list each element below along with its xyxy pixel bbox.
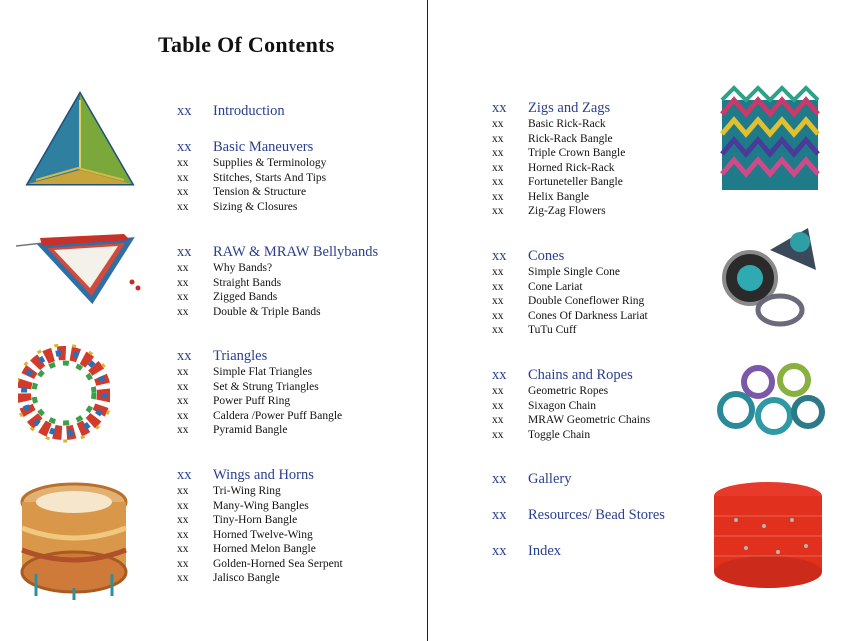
toc-section-bellybands[interactable] bbox=[177, 244, 378, 319]
page-number: xx bbox=[492, 100, 507, 116]
toc-section-wings-horns[interactable] bbox=[177, 467, 343, 586]
toc-item: xx Double Coneflower Ring bbox=[492, 295, 645, 307]
toc-item: xx Many-Wing Bangles bbox=[177, 499, 309, 512]
section-title[interactable]: Cones bbox=[528, 248, 565, 264]
page-number: xx bbox=[177, 103, 192, 119]
star-ring-bangle-image bbox=[18, 336, 110, 450]
toc-item: xx Zigged Bands bbox=[177, 291, 278, 303]
toc-item: xx Horned Rick-Rack bbox=[492, 161, 615, 174]
beaded-pyramid-image bbox=[24, 90, 136, 190]
red-spiked-cuff-image bbox=[706, 476, 830, 592]
page-number: xx bbox=[177, 467, 192, 483]
toc-item: xx Horned Melon Bangle bbox=[177, 543, 316, 555]
toc-item: xx Basic Rick-Rack bbox=[492, 118, 606, 130]
toc-item: xx Helix Bangle bbox=[492, 190, 589, 203]
toc-item: xx Set & Strung Triangles bbox=[177, 380, 319, 393]
toc-item: xx Rick-Rack Bangle bbox=[492, 132, 613, 145]
page-number: xx bbox=[177, 244, 192, 260]
toc-item: xx Triple Crown Bangle bbox=[492, 147, 626, 159]
toc-section-chains-ropes[interactable] bbox=[492, 367, 650, 442]
toc-item: xx Pyramid Bangle bbox=[177, 424, 288, 436]
toc-item: xx Why Bands? bbox=[177, 262, 273, 274]
toc-item: xx Tiny-Horn Bangle bbox=[177, 514, 298, 526]
beaded-triangle-band-image bbox=[12, 216, 147, 304]
toc-item: xx Tension & Structure bbox=[177, 186, 307, 198]
toc-item: xx Simple Flat Triangles bbox=[177, 366, 313, 378]
page-number: xx bbox=[177, 139, 192, 155]
page-number: xx bbox=[177, 348, 192, 364]
toc-item: xx Caldera /Power Puff Bangle bbox=[177, 409, 343, 422]
toc-item: xx Fortuneteller Bangle bbox=[492, 176, 623, 188]
toc-item: xx Sixagon Chain bbox=[492, 399, 597, 412]
toc-item: xx Simple Single Cone bbox=[492, 266, 620, 278]
toc-item: xx Power Puff Ring bbox=[177, 395, 291, 407]
section-title[interactable]: Triangles bbox=[213, 348, 268, 364]
section-title[interactable]: Gallery bbox=[528, 471, 572, 487]
page-number: xx bbox=[492, 507, 507, 523]
section-title[interactable]: Index bbox=[528, 543, 562, 559]
section-title[interactable]: Wings and Horns bbox=[213, 467, 314, 483]
section-title[interactable]: Resources/ Bead Stores bbox=[528, 507, 665, 523]
toc-item: xx Stitches, Starts And Tips bbox=[177, 171, 327, 184]
section-title[interactable]: Introduction bbox=[213, 103, 285, 119]
toc-item: xx Supplies & Terminology bbox=[177, 157, 327, 169]
toc-section-gallery[interactable] bbox=[492, 471, 571, 488]
page-number: xx bbox=[492, 471, 507, 487]
toc-item: xx Cones Of Darkness Lariat bbox=[492, 309, 648, 322]
page-divider bbox=[427, 0, 428, 641]
toc-item: xx Straight Bands bbox=[177, 276, 282, 289]
toc-item: xx Golden-Horned Sea Serpent bbox=[177, 557, 343, 570]
toc-item: xx Geometric Ropes bbox=[492, 385, 609, 397]
chain-links-image bbox=[714, 352, 826, 448]
toc-section-zigs-zags[interactable] bbox=[492, 100, 625, 219]
toc-section-resources[interactable] bbox=[492, 507, 665, 524]
toc-section-cones[interactable] bbox=[492, 248, 648, 338]
page-number: xx bbox=[492, 367, 507, 383]
toc-item: xx Cone Lariat bbox=[492, 280, 583, 293]
section-title[interactable]: Basic Maneuvers bbox=[213, 139, 314, 155]
golden-horned-bangle-image bbox=[14, 478, 134, 600]
toc-item: xx Horned Twelve-Wing bbox=[177, 528, 313, 541]
section-title[interactable]: Zigs and Zags bbox=[528, 100, 611, 116]
toc-item: xx Jalisco Bangle bbox=[177, 572, 280, 584]
page-number: xx bbox=[492, 248, 507, 264]
toc-item: xx Zig-Zag Flowers bbox=[492, 205, 606, 217]
toc-item: xx Tri-Wing Ring bbox=[177, 485, 281, 497]
page-number: xx bbox=[492, 543, 507, 559]
toc-item: xx Sizing & Closures bbox=[177, 200, 298, 213]
toc-section-introduction[interactable] bbox=[177, 103, 285, 120]
section-title[interactable]: RAW & MRAW Bellybands bbox=[213, 244, 379, 260]
toc-section-triangles[interactable] bbox=[177, 348, 342, 438]
section-title[interactable]: Chains and Ropes bbox=[528, 367, 633, 383]
toc-item: xx Double & Triple Bands bbox=[177, 305, 321, 318]
toc-section-basic-maneuvers[interactable] bbox=[177, 139, 326, 214]
page-title: Table Of Contents bbox=[158, 32, 335, 57]
toc-item: xx TuTu Cuff bbox=[492, 324, 577, 336]
toc-section-index[interactable] bbox=[492, 543, 561, 560]
toc-item: xx MRAW Geometric Chains bbox=[492, 414, 651, 426]
cone-ring-image bbox=[720, 220, 824, 330]
toc-item: xx Toggle Chain bbox=[492, 428, 591, 441]
zigzag-cuff-image bbox=[712, 84, 828, 194]
